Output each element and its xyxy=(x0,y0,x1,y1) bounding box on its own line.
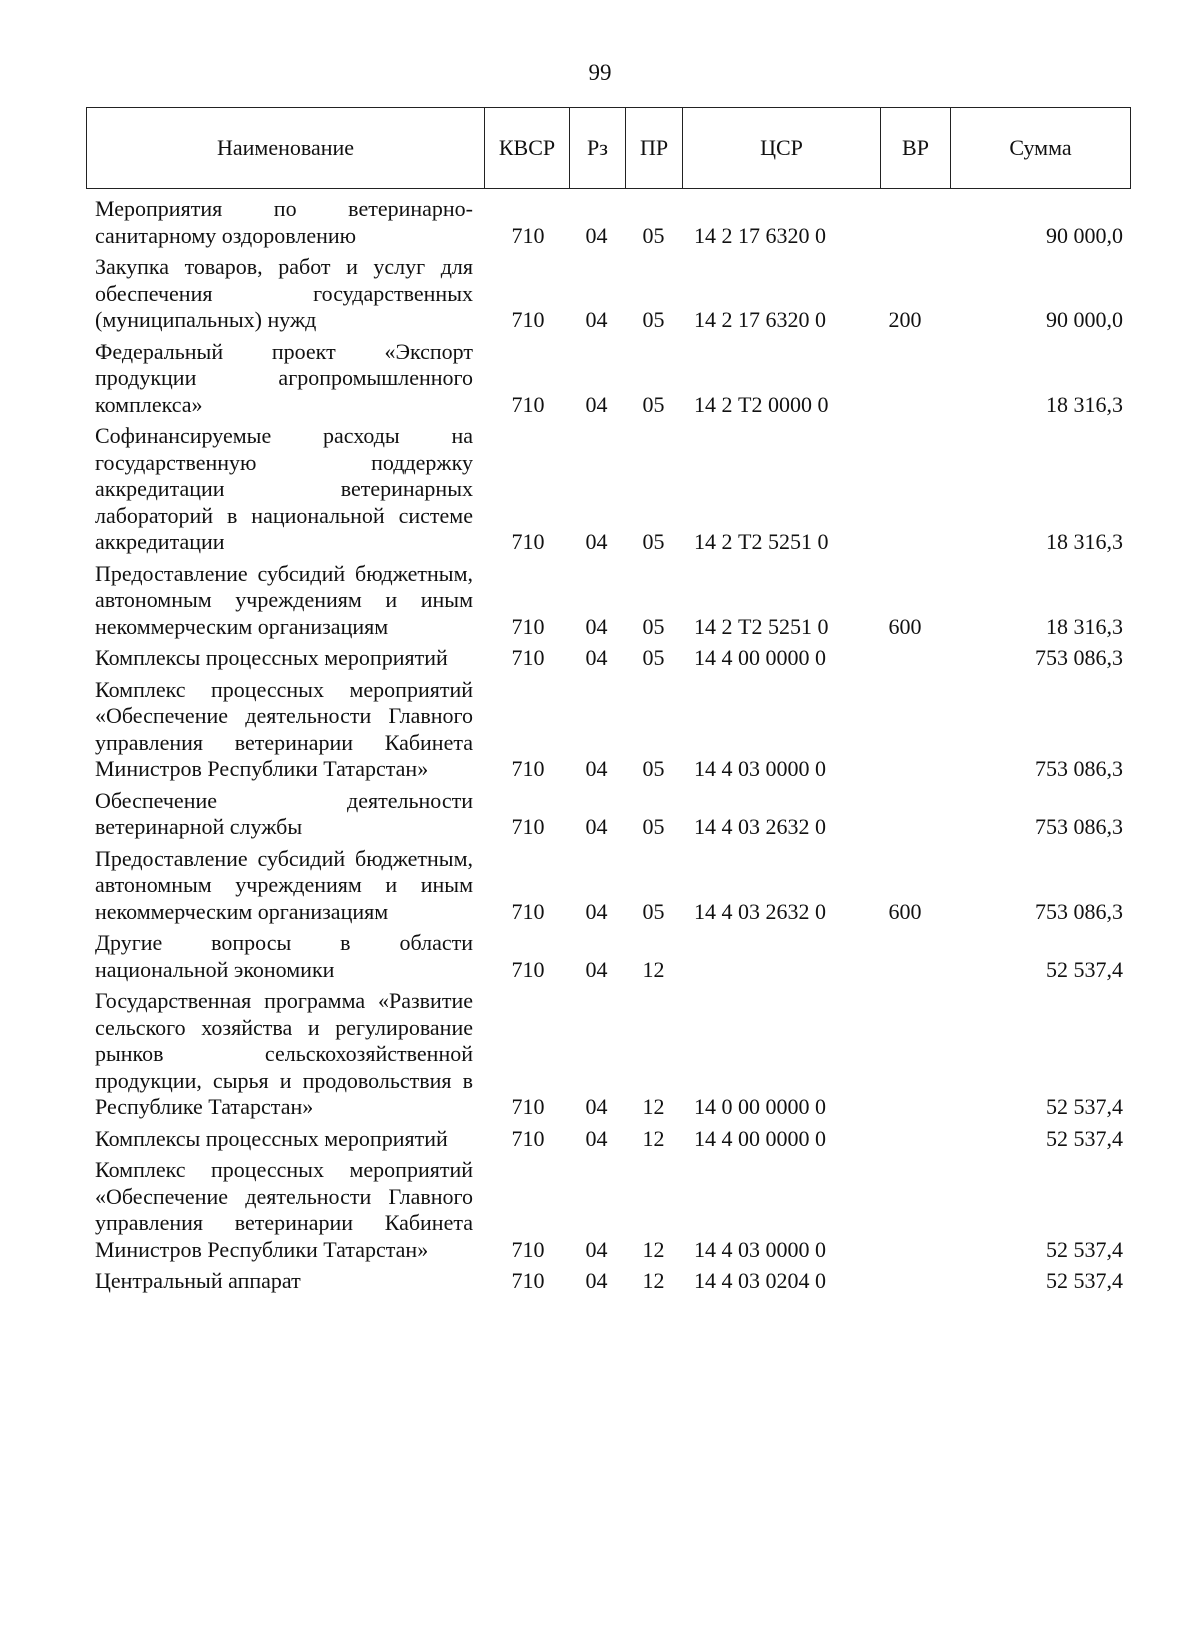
cell-kvsr: 710 xyxy=(511,1125,545,1151)
cell-name: Комплекс процессных мероприятий «Обеспечение деятельности Главного управления ветеринарии Кабинета Министров Республики Татарстан» xyxy=(95,676,473,781)
table-row xyxy=(95,645,1131,672)
cell-name: Предоставление субсидий бюджетным, автономным учреждениям и иным некоммерческим организациям xyxy=(95,845,473,924)
table-row xyxy=(95,254,1131,334)
cell-csr: 14 4 03 0204 0 xyxy=(694,1268,826,1293)
cell-sum: 52 537,4 xyxy=(1046,1268,1123,1293)
header-pr: ПР xyxy=(626,108,683,188)
header-name: Наименование xyxy=(87,108,485,188)
cell-rz: 04 xyxy=(585,898,608,924)
cell-csr: 14 2 Т2 0000 0 xyxy=(694,391,829,417)
cell-csr: 14 4 03 0000 0 xyxy=(694,756,826,781)
table-row xyxy=(95,1268,1131,1295)
cell-rz: 04 xyxy=(585,756,608,781)
cell-pr: 12 xyxy=(642,1236,665,1262)
cell-name: Обеспечение деятельности ветеринарной службы xyxy=(95,787,473,839)
table-row xyxy=(95,988,1131,1121)
cell-csr: 14 4 03 0000 0 xyxy=(694,1236,826,1262)
cell-rz: 04 xyxy=(585,613,608,639)
cell-sum: 18 316,3 xyxy=(1046,391,1123,417)
cell-pr: 12 xyxy=(642,956,665,982)
table-row xyxy=(95,846,1131,926)
cell-sum: 18 316,3 xyxy=(1046,529,1123,554)
header-csr: ЦСР xyxy=(683,108,881,188)
cell-rz: 04 xyxy=(585,645,608,670)
cell-kvsr: 710 xyxy=(511,1094,545,1119)
cell-csr: 14 0 00 0000 0 xyxy=(694,1094,826,1119)
cell-pr: 05 xyxy=(642,391,665,417)
cell-csr: 14 4 00 0000 0 xyxy=(694,645,826,670)
cell-name: Предоставление субсидий бюджетным, автономным учреждениям и иным некоммерческим организациям xyxy=(95,560,473,639)
cell-name: Комплекс процессных мероприятий «Обеспечение деятельности Главного управления ветеринарии Кабинета Министров Республики Татарстан» xyxy=(95,1157,473,1262)
cell-csr: 14 2 17 6320 0 xyxy=(694,222,826,248)
cell-pr: 12 xyxy=(642,1268,665,1293)
cell-name: Государственная программа «Развитие сельского хозяйства и регулирование рынков сельскохозяйственной продукции, сырья и продовольствия в Республике Татарстан» xyxy=(95,988,473,1119)
cell-kvsr: 710 xyxy=(511,814,545,839)
cell-csr: 14 2 Т2 5251 0 xyxy=(694,529,829,554)
header-sum: Сумма xyxy=(1009,135,1072,160)
cell-kvsr: 710 xyxy=(511,613,545,639)
cell-rz: 04 xyxy=(585,1094,608,1119)
cell-rz: 04 xyxy=(585,529,608,554)
cell-pr: 05 xyxy=(642,222,665,248)
header-vr: ВР xyxy=(881,108,951,188)
cell-rz: 04 xyxy=(585,391,608,417)
cell-kvsr: 710 xyxy=(511,756,545,781)
cell-csr: 14 2 Т2 5251 0 xyxy=(694,613,829,639)
table-row xyxy=(95,788,1131,841)
cell-name: Мероприятия по ветеринарно-санитарному оздоровлению xyxy=(95,196,473,248)
cell-sum: 753 086,3 xyxy=(1035,756,1123,781)
cell-kvsr: 710 xyxy=(511,645,545,670)
table-row xyxy=(95,561,1131,641)
table-row xyxy=(95,677,1131,783)
cell-sum: 90 000,0 xyxy=(1046,222,1123,248)
table-row xyxy=(95,930,1131,983)
table-row xyxy=(95,196,1131,249)
cell-kvsr: 710 xyxy=(511,956,545,982)
header-kvsr: КВСР xyxy=(485,108,570,188)
cell-pr: 05 xyxy=(642,756,665,781)
cell-kvsr: 710 xyxy=(511,391,545,417)
cell-name: Центральный аппарат xyxy=(95,1268,301,1293)
cell-csr: 14 2 17 6320 0 xyxy=(694,307,826,332)
cell-vr: 200 xyxy=(888,307,922,332)
cell-csr: 14 4 03 2632 0 xyxy=(694,898,826,924)
cell-kvsr: 710 xyxy=(511,898,545,924)
cell-kvsr: 710 xyxy=(511,529,545,554)
table-body xyxy=(95,196,1131,1300)
cell-sum: 753 086,3 xyxy=(1035,898,1123,924)
table-row xyxy=(95,423,1131,556)
cell-kvsr: 710 xyxy=(511,222,545,248)
cell-sum: 52 537,4 xyxy=(1046,1094,1123,1119)
cell-name: Закупка товаров, работ и услуг для обеспечения государственных (муниципальных) нужд xyxy=(95,254,473,332)
cell-sum: 753 086,3 xyxy=(1035,814,1123,839)
cell-sum: 90 000,0 xyxy=(1046,307,1123,332)
cell-vr: 600 xyxy=(888,898,922,924)
page-number: 99 xyxy=(588,60,612,85)
cell-name: Софинансируемые расходы на государственную поддержку аккредитации ветеринарных лабораторий в национальной системе аккредитации xyxy=(95,423,473,554)
cell-pr: 12 xyxy=(642,1125,665,1151)
cell-rz: 04 xyxy=(585,307,608,332)
cell-sum: 52 537,4 xyxy=(1046,1125,1123,1151)
cell-pr: 05 xyxy=(642,898,665,924)
table-header xyxy=(86,107,1131,189)
cell-kvsr: 710 xyxy=(511,1236,545,1262)
cell-rz: 04 xyxy=(585,814,608,839)
cell-sum: 753 086,3 xyxy=(1035,645,1123,670)
cell-kvsr: 710 xyxy=(511,1268,545,1293)
cell-rz: 04 xyxy=(585,1236,608,1262)
cell-name: Комплексы процессных мероприятий xyxy=(95,1125,448,1151)
cell-rz: 04 xyxy=(585,1125,608,1151)
header-rz: Рз xyxy=(570,108,626,188)
cell-vr: 600 xyxy=(888,613,922,639)
table-row xyxy=(95,1126,1131,1153)
cell-name: Другие вопросы в области национальной экономики xyxy=(95,930,473,982)
table-row xyxy=(95,1157,1131,1263)
cell-sum: 52 537,4 xyxy=(1046,956,1123,982)
cell-pr: 05 xyxy=(642,529,665,554)
cell-sum: 52 537,4 xyxy=(1046,1236,1123,1262)
cell-sum: 18 316,3 xyxy=(1046,613,1123,639)
cell-rz: 04 xyxy=(585,956,608,982)
cell-pr: 05 xyxy=(642,645,665,670)
cell-pr: 05 xyxy=(642,814,665,839)
cell-csr: 14 4 03 2632 0 xyxy=(694,814,826,839)
cell-pr: 05 xyxy=(642,613,665,639)
cell-name: Федеральный проект «Экспорт продукции агропромышленного комплекса» xyxy=(95,338,473,417)
cell-pr: 12 xyxy=(642,1094,665,1119)
cell-rz: 04 xyxy=(585,1268,608,1293)
cell-csr: 14 4 00 0000 0 xyxy=(694,1125,826,1151)
cell-rz: 04 xyxy=(585,222,608,248)
table-row xyxy=(95,339,1131,419)
cell-name: Комплексы процессных мероприятий xyxy=(95,645,448,670)
cell-pr: 05 xyxy=(642,307,665,332)
cell-kvsr: 710 xyxy=(511,307,545,332)
